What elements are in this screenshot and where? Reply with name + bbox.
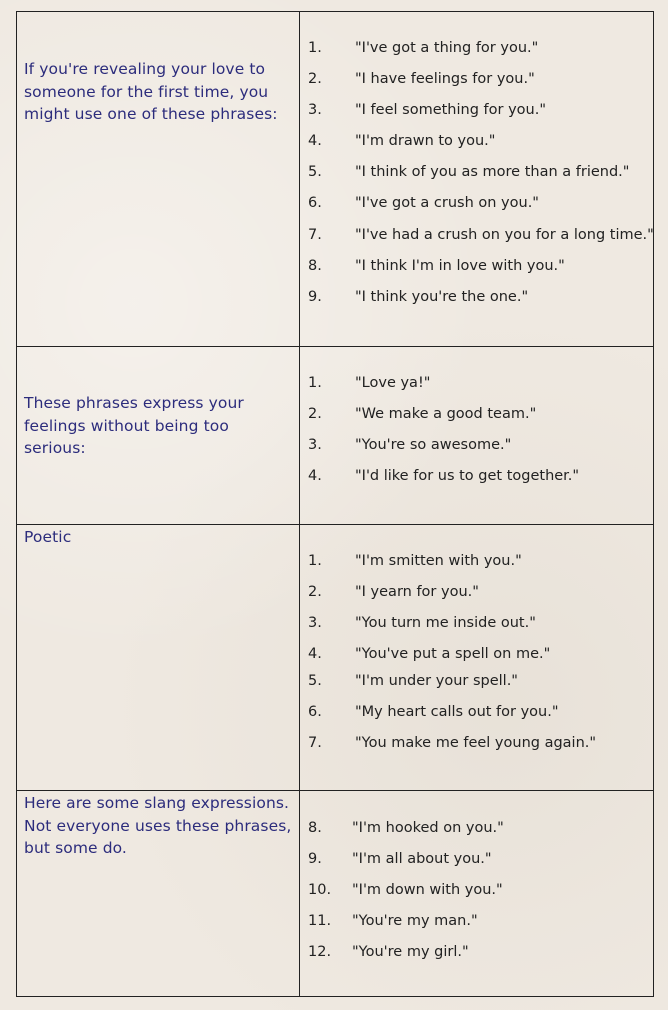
list-item — [308, 879, 649, 901]
item-phrase: "You make me feel young again." — [355, 735, 597, 751]
item-phrase: "I'm smitten with you." — [355, 553, 522, 569]
list-item — [308, 192, 649, 214]
item-number: 3. — [308, 437, 322, 453]
list-item — [308, 612, 649, 634]
list-item — [308, 255, 649, 277]
item-phrase: "You've put a spell on me." — [355, 646, 551, 662]
item-number: 1. — [308, 375, 322, 391]
item-number: 8. — [308, 820, 322, 836]
item-number: 4. — [308, 133, 322, 149]
list-item — [308, 37, 649, 59]
list-item — [308, 465, 649, 487]
item-number: 10. — [308, 882, 332, 898]
table-row-poetic — [17, 524, 653, 790]
item-phrase: "I'm all about you." — [352, 851, 492, 867]
item-number: 1. — [308, 553, 322, 569]
description-line: Poetic — [24, 528, 72, 546]
item-number: 3. — [308, 102, 322, 118]
item-phrase: "You're my girl." — [352, 944, 469, 960]
item-phrase: "I yearn for you." — [355, 584, 479, 600]
item-phrase: "You're so awesome." — [355, 437, 512, 453]
item-number: 11. — [308, 913, 332, 929]
list-item — [308, 224, 654, 246]
item-phrase: "I'd like for us to get together." — [355, 468, 580, 484]
item-phrase: "We make a good team." — [355, 406, 537, 422]
item-number: 6. — [308, 704, 322, 720]
item-phrase: "You turn me inside out." — [355, 615, 536, 631]
description-line: Not everyone uses these phrases, — [24, 816, 292, 835]
item-number: 2. — [308, 406, 322, 422]
list-item — [308, 403, 649, 425]
item-number: 9. — [308, 289, 322, 305]
item-phrase: "I've had a crush on you for a long time." — [355, 227, 654, 243]
list-item — [308, 941, 649, 963]
list-item — [308, 910, 649, 932]
item-phrase: "I have feelings for you." — [355, 71, 535, 87]
item-number: 3. — [308, 615, 322, 631]
item-phrase: "I've got a thing for you." — [355, 40, 539, 56]
phrases-table — [16, 11, 654, 997]
item-phrase: "I think of you as more than a friend." — [355, 164, 630, 180]
list-item — [308, 643, 649, 665]
list-item — [308, 286, 649, 308]
list-item — [308, 372, 649, 394]
item-number: 4. — [308, 468, 322, 484]
item-phrase: "I've got a crush on you." — [355, 195, 539, 211]
item-number: 7. — [308, 735, 322, 751]
item-number: 2. — [308, 71, 322, 87]
item-phrase: "I'm down with you." — [352, 882, 503, 898]
table-row-casual — [17, 346, 653, 524]
list-item — [308, 130, 649, 152]
section-description — [24, 526, 294, 549]
list-item — [308, 550, 649, 572]
list-item — [308, 701, 649, 723]
description-line: but some do. — [24, 839, 127, 857]
description-line: These phrases express your — [24, 394, 244, 412]
item-number: 12. — [308, 944, 332, 960]
list-item — [308, 581, 649, 603]
list-item — [308, 68, 649, 90]
description-line: someone for the first time, you — [24, 82, 269, 101]
list-item — [308, 99, 649, 121]
description-line: Here are some slang expressions. — [24, 794, 290, 812]
section-description — [24, 792, 294, 860]
item-number: 5. — [308, 673, 322, 689]
item-phrase: "I'm under your spell." — [355, 673, 518, 689]
item-number: 4. — [308, 646, 322, 662]
description-line: If you're revealing your love to — [24, 60, 266, 78]
item-phrase: "I feel something for you." — [355, 102, 546, 118]
item-number: 2. — [308, 584, 322, 600]
list-item — [308, 670, 649, 692]
table-row-slang — [17, 790, 653, 996]
list-item — [308, 434, 649, 456]
item-phrase: "Love ya!" — [355, 375, 431, 391]
item-phrase: "My heart calls out for you." — [355, 704, 559, 720]
item-phrase: "I'm drawn to you." — [355, 133, 496, 149]
description-line: might use one of these phrases: — [24, 105, 278, 123]
item-phrase: "I think you're the one." — [355, 289, 529, 305]
item-phrase: "I'm hooked on you." — [352, 820, 504, 836]
list-item — [308, 732, 649, 754]
item-phrase: "I think I'm in love with you." — [355, 258, 565, 274]
section-description — [24, 58, 294, 126]
list-item — [308, 161, 649, 183]
section-description — [24, 392, 294, 460]
list-item — [308, 817, 649, 839]
item-phrase: "You're my man." — [352, 913, 478, 929]
item-number: 7. — [308, 227, 322, 243]
description-line: feelings without being too serious: — [24, 416, 229, 457]
item-number: 9. — [308, 851, 322, 867]
item-number: 6. — [308, 195, 322, 211]
item-number: 5. — [308, 164, 322, 180]
list-item — [308, 848, 649, 870]
item-number: 1. — [308, 40, 322, 56]
table-row-revealing — [17, 12, 653, 346]
item-number: 8. — [308, 258, 322, 274]
